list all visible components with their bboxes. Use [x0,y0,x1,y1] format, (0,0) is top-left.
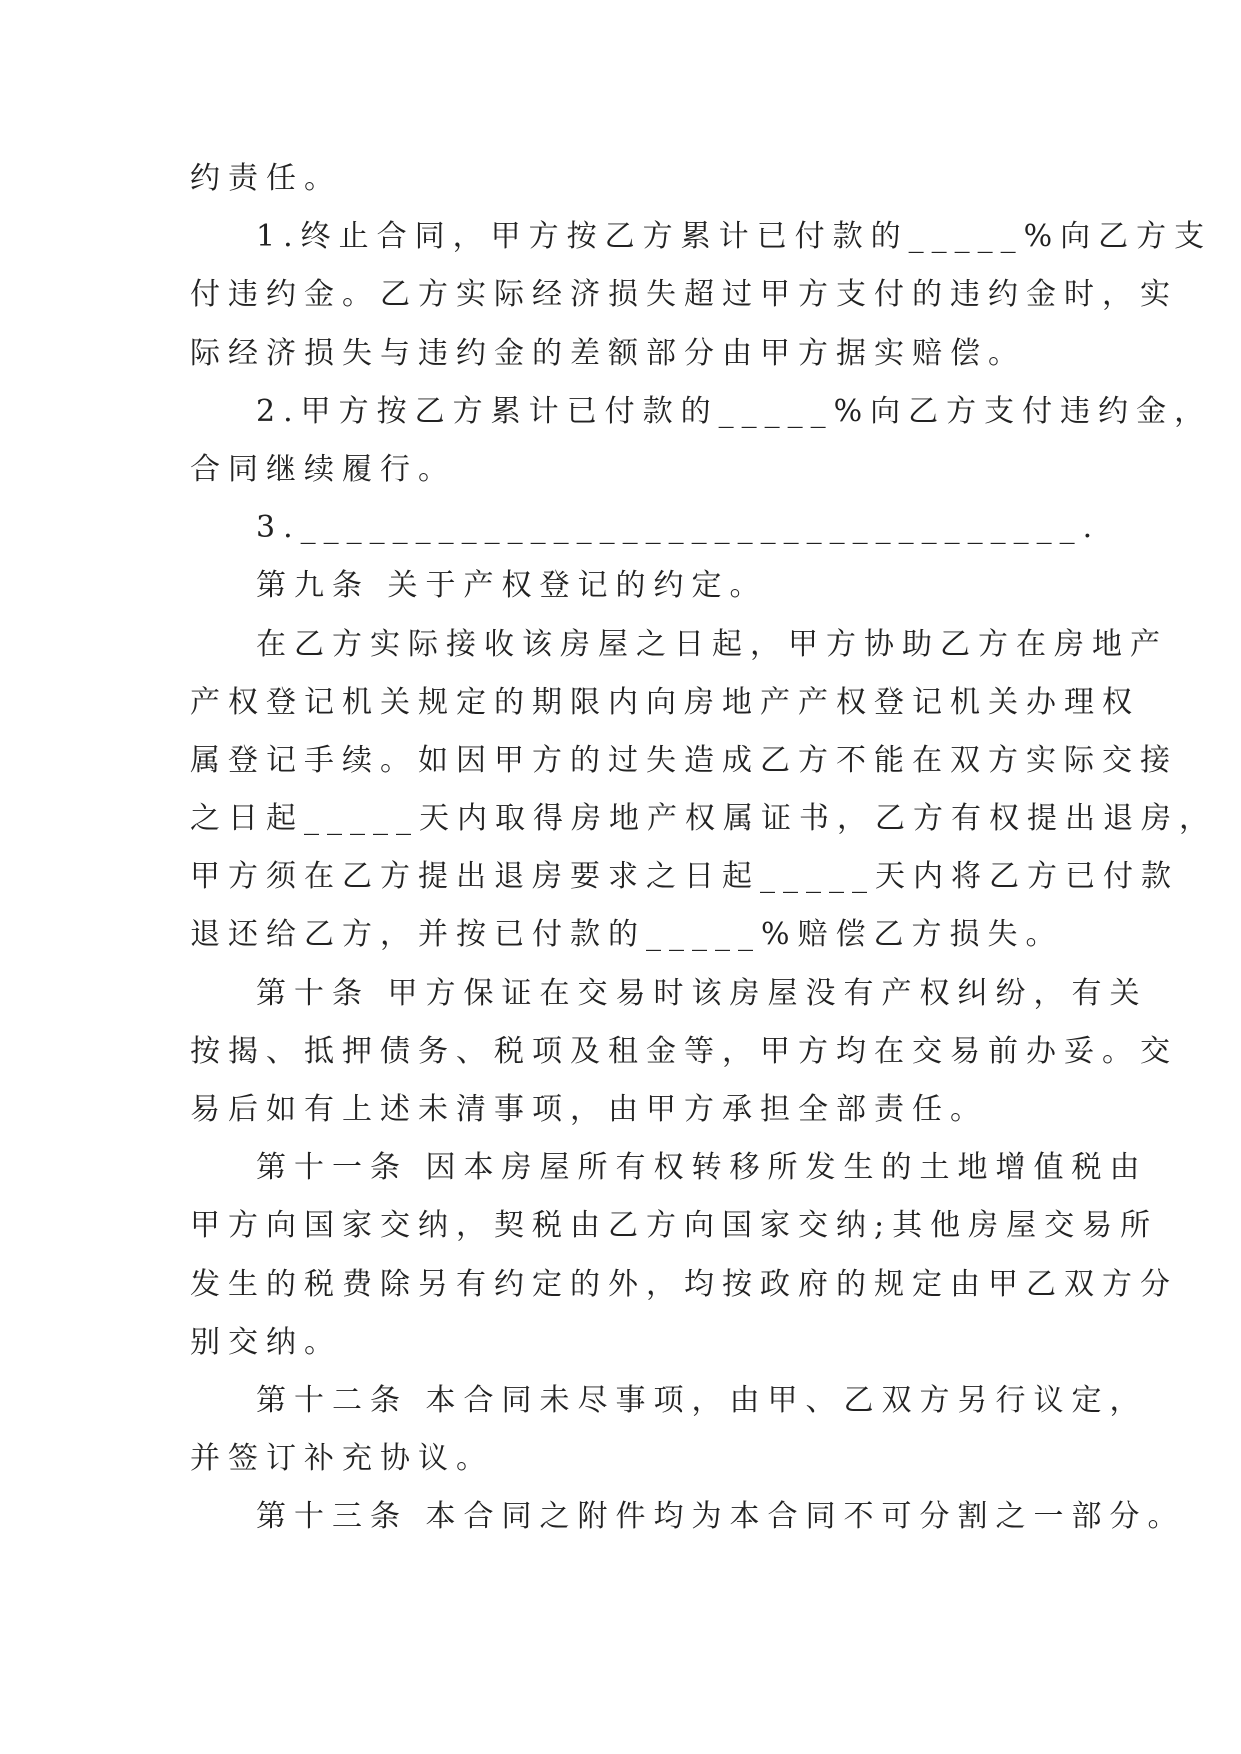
text-line: 际经济损失与违约金的差额部分由甲方据实赔偿。 [190,335,1026,371]
text-line: 按揭、抵押债务、税项及租金等，甲方均在交易前办妥。交 [190,1033,1178,1069]
text-line: 之日起_____天内取得房地产权属证书，乙方有权提出退房， [190,801,1217,837]
text-line: 产权登记机关规定的期限内向房地产产权登记机关办理权 [190,684,1140,720]
text-line: 并签订补充协议。 [190,1441,494,1477]
text-line: 1.终止合同，甲方按乙方累计已付款的_____%向乙方支 [256,219,1213,255]
text-line: 2.甲方按乙方累计已付款的_____%向乙方支付违约金， [256,393,1213,429]
text-line: 付违约金。乙方实际经济损失超过甲方支付的违约金时，实 [190,277,1178,313]
text-line: 合同继续履行。 [190,451,456,487]
text-line: 易后如有上述未清事项，由甲方承担全部责任。 [190,1092,988,1127]
text-line: 在乙方实际接收该房屋之日起，甲方协助乙方在房地产 [256,626,1168,662]
text-line: 属登记手续。如因甲方的过失造成乙方不能在双方实际交接 [190,742,1178,778]
text-line: 第十二条 本合同未尽事项，由甲、乙双方另行议定， [256,1382,1148,1418]
document-body [190,150,1217,1547]
text-line: 别交纳。 [190,1324,342,1360]
text-line: 第十条 甲方保证在交易时该房屋没有产权纠纷，有关 [256,975,1148,1011]
section-heading-line: 第九条 关于产权登记的约定。 [256,568,768,604]
text-line: 第十三条 本合同之附件均为本合同不可分割之一部分。 [256,1499,1186,1535]
text-line: 甲方须在乙方提出退房要求之日起_____天内将乙方已付款 [190,859,1179,895]
text-line: 3.__________________________________. [256,510,1101,546]
text-line: 发生的税费除另有约定的外，均按政府的规定由甲乙双方分 [190,1266,1178,1302]
text-line: 退还给乙方，并按已付款的_____%赔偿乙方损失。 [190,917,1064,953]
text-line: 约责任。 [190,161,342,196]
text-line: 甲方向国家交纳，契税由乙方向国家交纳;其他房屋交易所 [190,1208,1159,1244]
text-line: 第十一条 因本房屋所有权转移所发生的土地增值税由 [256,1150,1148,1186]
